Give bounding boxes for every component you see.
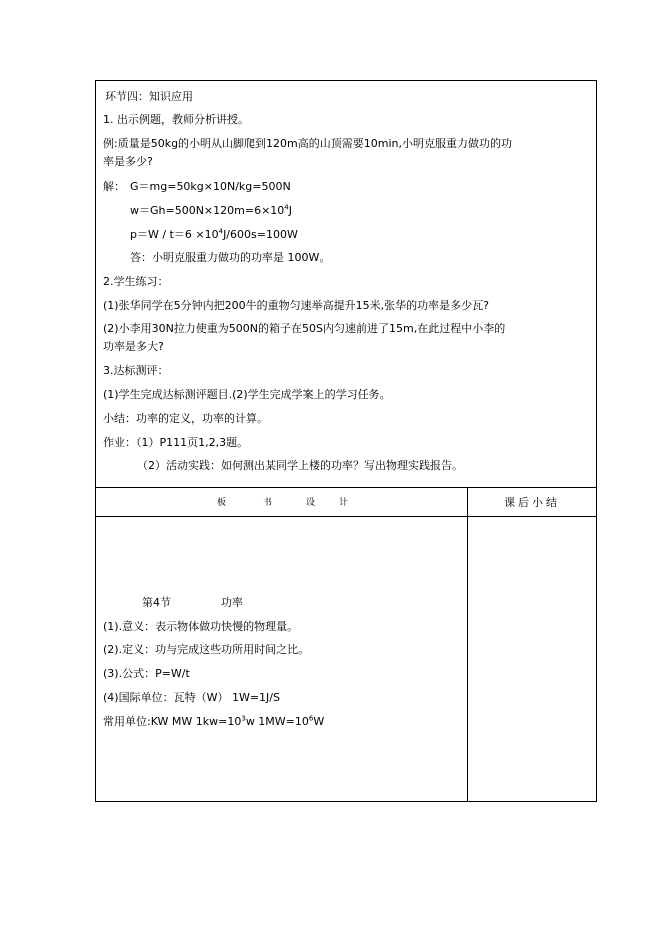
solution-work-exponent: 4: [284, 203, 289, 212]
board-design-char-2: 书: [263, 498, 273, 508]
column-divider: [467, 487, 468, 802]
homework-1: 作业：（1）P111页1,2,3题。: [103, 436, 249, 449]
board-design-char-4: 计: [339, 498, 349, 508]
step-2: 2.学生练习：: [103, 275, 169, 288]
example-line-2: 率是多少?: [103, 155, 153, 168]
solution-answer: 答：小明克服重力做功的功率是 100W。: [130, 251, 331, 264]
board-design-char-3: 设: [306, 498, 316, 508]
board-formula: (3).公式：P=W/t: [103, 667, 190, 680]
solution-power-base: p＝W / t＝6 ×10: [130, 228, 219, 241]
board-common-units-part-3: W: [313, 715, 325, 728]
solution-power-rest: J/600s=100W: [223, 228, 298, 241]
summary: 小结：功率的定义，功率的计算。: [103, 412, 268, 425]
exercise-2-line-2: 功率是多大?: [103, 340, 164, 353]
solution-work-unit: J: [288, 204, 293, 217]
solution-power-exponent: 4: [218, 227, 224, 236]
section-title: 环节四：知识应用: [105, 90, 193, 103]
board-mw-exponent: 6: [308, 714, 314, 723]
example-line-1: 例:质量是50kg的小明从山脚爬到120m高的山顶需要10min,小明克服重力做功的功: [103, 137, 513, 150]
exercise-1: (1)张华同学在5分钟内把200牛的重物匀速举高提升15米,张华的功率是多少瓦?: [103, 299, 489, 312]
board-design-char-1: 板: [217, 498, 227, 508]
assessment: (1)学生完成达标测评题目.(2)学生完成学案上的学习任务。: [103, 388, 391, 401]
board-meaning: (1).意义：表示物体做功快慢的物理量。: [103, 620, 299, 633]
step-1: 1. 出示例题，教师分析讲授。: [103, 113, 249, 126]
board-common-units: [103, 715, 324, 729]
board-common-units-part-2: w 1MW=10: [245, 715, 309, 728]
board-common-units-part-1: 常用单位:KW MW 1kw=10: [103, 715, 242, 728]
header-row-top-border: [95, 487, 597, 488]
header-row-bottom-border: [95, 516, 597, 517]
after-class-summary-header: 课后小结: [504, 496, 560, 509]
board-kw-exponent: 3: [241, 714, 246, 723]
board-si-unit: (4)国际单位：瓦特（W） 1W=1J/S: [103, 691, 280, 704]
solution-work: [130, 204, 292, 218]
solution-label: 解：: [103, 180, 125, 193]
board-section-name: 功率: [221, 596, 243, 609]
step-3: 3.达标测评：: [103, 364, 169, 377]
solution-power: [130, 228, 298, 242]
exercise-2-line-1: (2)小李用30N拉力使重为500N的箱子在50S内匀速前进了15m,在此过程中小李的: [103, 322, 506, 335]
board-definition: (2).定义：功与完成这些功所用时间之比。: [103, 643, 310, 656]
solution-gravity: G＝mg=50kg×10N/kg=500N: [130, 180, 291, 193]
solution-work-base: w＝Gh=500N×120m=6×10: [130, 204, 285, 217]
board-section-number: 第4节: [142, 596, 171, 609]
homework-2: （2）活动实践：如何测出某同学上楼的功率？写出物理实践报告。: [137, 459, 463, 472]
